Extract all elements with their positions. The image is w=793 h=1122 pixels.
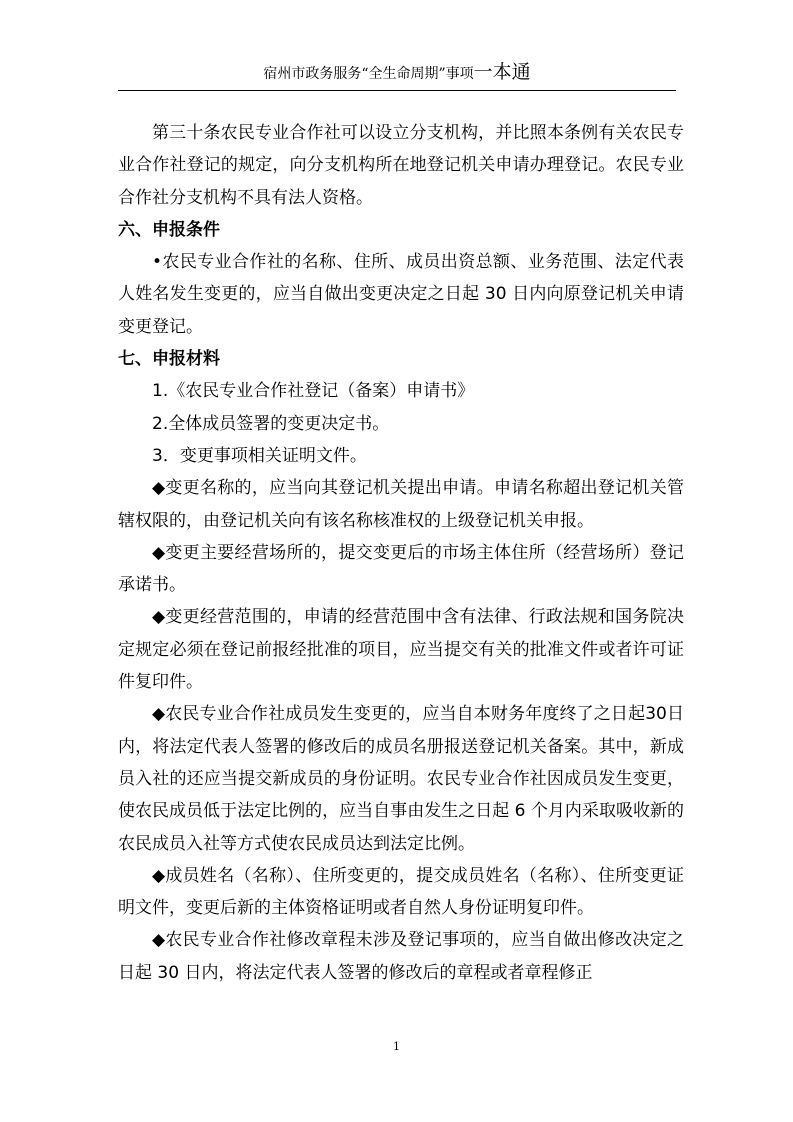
paragraph-change-name: ◆变更名称的，应当向其登记机关提出申请。申请名称超出登记机关管辖权限的，由登记机关向有该名称核准权的上级登记机关申报。 [118, 478, 684, 531]
material-item-2: 2.全体成员签署的变更决定书。 [152, 413, 390, 434]
material-item-1: 1.《农民专业合作社登记（备案）申请书》 [152, 381, 475, 402]
section-heading-conditions: 六、申报条件 [118, 219, 220, 240]
page-number: 1 [393, 1040, 400, 1053]
page-header [118, 60, 676, 91]
paragraph-change-scope: ◆变更经营范围的，申请的经营范围中含有法律、行政法规和国务院决定规定必须在登记前报经批准的项目，应当提交有关的批准文件或者许可证件复印件。 [118, 607, 684, 693]
material-item-3: 3．变更事项相关证明文件。 [152, 445, 367, 466]
paragraph-conditions: •农民专业合作社的名称、住所、成员出资总额、业务范围、法定代表人姓名发生变更的，应当自做出变更决定之日起 30 日内向原登记机关申请变更登记。 [118, 252, 684, 337]
header-title-emphasis: 一本通 [473, 61, 531, 83]
document-body [118, 117, 684, 989]
section-heading-materials: 七、申报材料 [118, 349, 220, 370]
paragraph-article-30: 第三十条农民专业合作社可以设立分支机构，并比照本条例有关农民专业合作社登记的规定，向分支机构所在地登记机关申请办理登记。农民专业合作社分支机构不具有法人资格。 [118, 123, 684, 208]
paragraph-change-members: ◆农民专业合作社成员发生变更的，应当自本财务年度终了之日起30日内，将法定代表人签署的修改后的成员名册报送登记机关备案。其中，新成员入社的还应当提交新成员的身份证明。农民专业合作社因成员发生变更，使农民成员低于法定比例的，应当自事由发生之日起 6 个月内采取吸收新的农民成员入社等方式使农民成员达到法定比例。 [118, 704, 684, 854]
paragraph-change-premises: ◆变更主要经营场所的，提交变更后的市场主体住所（经营场所）登记承诺书。 [118, 542, 684, 596]
paragraph-change-member-info: ◆成员姓名（名称）、住所变更的，提交成员姓名（名称）、住所变更证明文件，变更后新的主体资格证明或者自然人身份证明复印件。 [118, 865, 684, 919]
header-title: 宿州市政务服务“全生命周期”事项 [263, 66, 474, 82]
paragraph-change-charter: ◆农民专业合作社修改章程未涉及登记事项的，应当自做出修改决定之日起 30 日内，将法定代表人签署的修改后的章程或者章程修正 [118, 930, 684, 983]
